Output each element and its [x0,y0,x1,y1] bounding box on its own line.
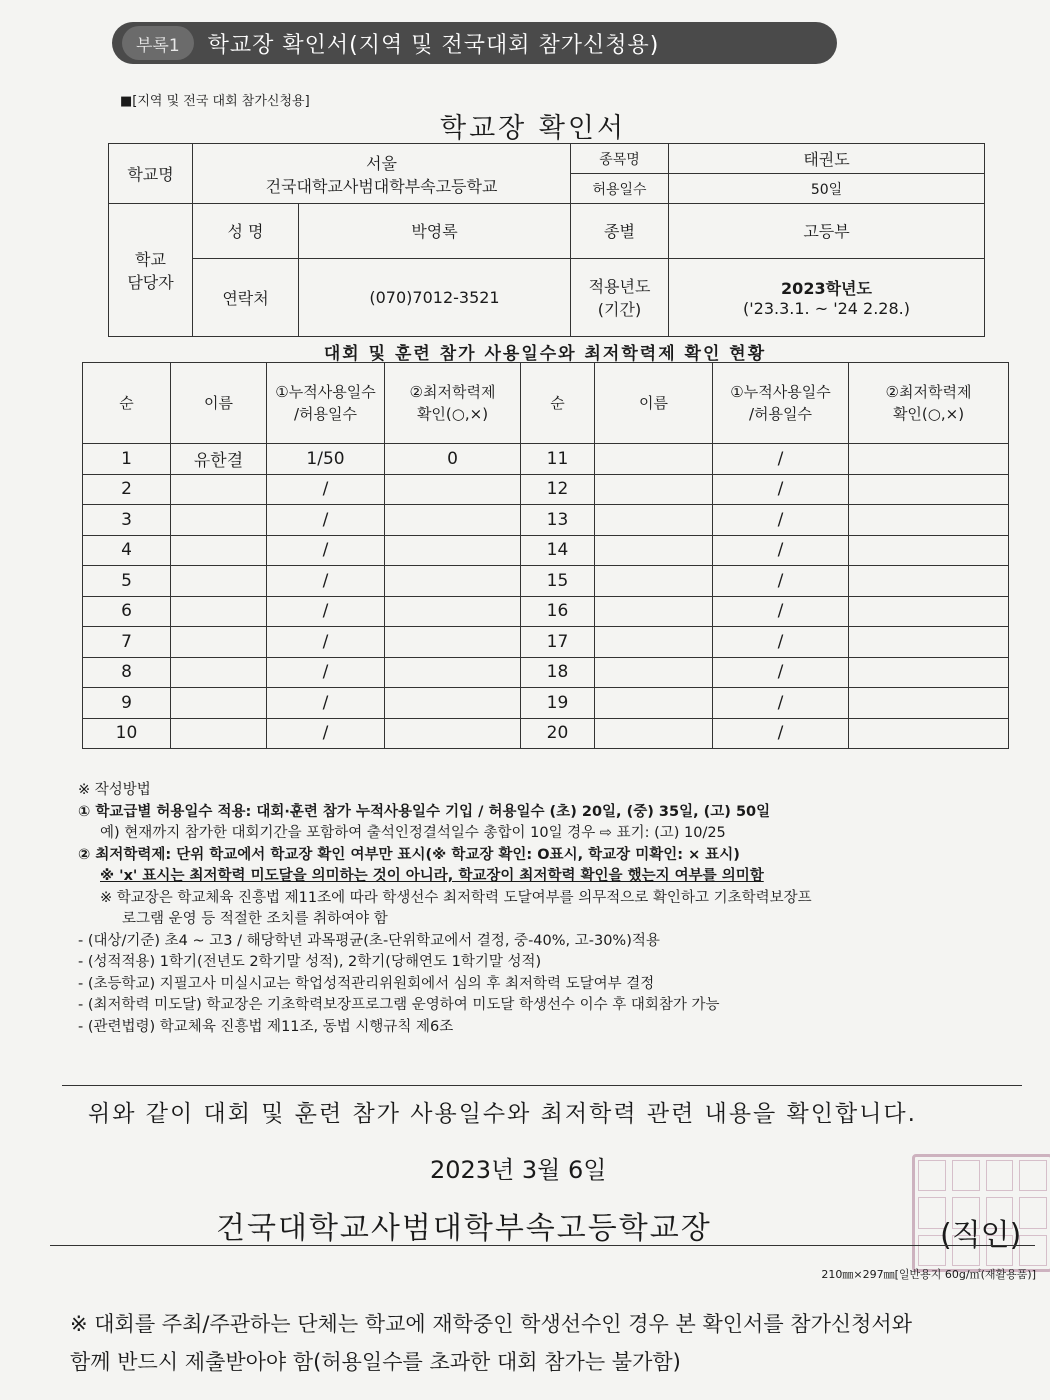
row-no: 1 [83,444,171,475]
row-name-2 [595,627,713,658]
row-usage-2: / [713,627,849,658]
row-name [171,505,267,536]
row-check-2 [849,535,1009,566]
row-usage: / [267,657,385,688]
row-no: 9 [83,688,171,719]
school-city: 서울 [366,153,397,173]
header-usage2-line2: /허용일수 [748,405,812,423]
row-usage: / [267,505,385,536]
row-name-2 [595,566,713,597]
row-no: 4 [83,535,171,566]
header-check2-line1: ②최저학력제 [885,383,972,401]
appendix-title: 학교장 확인서(지역 및 전국대회 참가신청용) [207,32,660,58]
note-1: ① 학교급별 허용일수 적용: 대회·훈련 참가 누적사용일수 기입 / 허용일수 (초) 20일, (중) 35일, (고) 50일 [78,803,771,820]
row-usage-2: / [713,688,849,719]
divider-bottom [50,1245,1035,1246]
row-name-2 [595,657,713,688]
row-check [385,566,521,597]
row-check-2 [849,627,1009,658]
header-no: 순 [83,363,171,444]
header-usage2-line1: ①누적사용일수 [730,383,831,401]
row-check-2 [849,566,1009,597]
principal-title: 건국대학교사범대학부속고등학교장 [216,1211,712,1246]
table-row [83,627,1009,658]
row-no-2: 20 [521,718,595,749]
row-name [171,657,267,688]
row-no: 2 [83,474,171,505]
row-usage: / [267,688,385,719]
note-2-a: ※ 'x' 표시는 최저학력 미도달을 의미하는 것이 아니라, 학교장이 최저학력 확인을 했는지 여부를 의미함 [100,868,764,884]
row-check [385,688,521,719]
class-value: 고등부 [669,204,985,258]
year-label [571,258,669,336]
footer-line1: ※ 대회를 주최/주관하는 단체는 학교에 재학중인 학생선수인 경우 본 확인서를 참가신청서와 [70,1312,913,1336]
year-label-line1: 적용년도 [588,277,651,297]
seal-label: (직인) [940,1218,1022,1253]
row-name [171,566,267,597]
header-check-line2: 확인(○,×) [416,405,489,423]
row-check-2 [849,718,1009,749]
row-no: 7 [83,627,171,658]
issue-date: 2023년 3월 6일 [430,1156,607,1184]
row-check-2 [849,444,1009,475]
row-check-2 [849,474,1009,505]
table-row [83,596,1009,627]
school-year: 2023학년도 [781,279,872,299]
note-2-b-line1: ※ 학교장은 학교체육 진흥법 제11조에 따라 학생선수 최저학력 도달여부를 의무적으로 확인하고 기초학력보장프 [100,889,812,906]
header-usage-line2: /허용일수 [293,405,357,423]
row-no-2: 15 [521,566,595,597]
header-check2-line2: 확인(○,×) [892,405,965,423]
row-name [171,535,267,566]
row-usage: / [267,596,385,627]
row-no: 3 [83,505,171,536]
row-usage: / [267,718,385,749]
header-usage-2 [713,363,849,444]
row-no: 10 [83,718,171,749]
row-check-2 [849,657,1009,688]
detail-below-minimum: - (최저학력 미도달) 학교장은 기초학력보장프로그램 운영하여 미도달 학생선수 이수 후 대회참가 가능 [78,997,720,1013]
row-no-2: 17 [521,627,595,658]
note-2: ② 최저학력제: 단위 학교에서 학교장 확인 여부만 표시(※ 학교장 확인: O표시, 학교장 미확인: × 표시) [78,846,740,863]
class-label: 종별 [571,204,669,258]
year-period: ('23.3.1. ~ '24 2.28.) [743,299,910,319]
row-name-2 [595,444,713,475]
paper-spec: 210㎜×297㎜[일반용지 60g/㎡(재활용품)] [821,1268,1036,1281]
row-usage: / [267,474,385,505]
contact-label: 연락처 [193,258,299,336]
participation-table [82,362,1009,749]
table-row [83,566,1009,597]
header-check [385,363,521,444]
manager-label [109,204,193,337]
row-check-2 [849,596,1009,627]
row-name-2 [595,535,713,566]
table-row [83,718,1009,749]
row-usage: / [267,566,385,597]
row-name-2 [595,474,713,505]
detail-grades: - (성적적용) 1학기(전년도 2학기말 성적), 2학기(당해연도 1학기말 성적) [78,954,542,970]
row-name [171,627,267,658]
row-usage-2: / [713,444,849,475]
detail-elementary: - (초등학교) 지필고사 미실시교는 학업성적관리위원회에서 심의 후 최저학력 도달여부 결정 [78,975,655,992]
notes-section [78,780,1018,1038]
header-name-2: 이름 [595,363,713,444]
table-row [83,535,1009,566]
row-usage: / [267,627,385,658]
row-no-2: 12 [521,474,595,505]
row-usage-2: / [713,535,849,566]
header-name: 이름 [171,363,267,444]
allowed-days-label: 허용일수 [571,174,669,204]
row-check-2 [849,688,1009,719]
table-row [83,657,1009,688]
row-name-2 [595,596,713,627]
row-check [385,718,521,749]
header-check-2 [849,363,1009,444]
table-row [83,444,1009,475]
row-name [171,596,267,627]
row-check [385,535,521,566]
row-name-2 [595,688,713,719]
school-label: 학교명 [109,144,193,204]
school-name: 건국대학교사범대학부속고등학교 [265,176,498,196]
school-name-cell [193,144,571,204]
row-no-2: 11 [521,444,595,475]
detail-target: - (대상/기준) 초4 ~ 고3 / 해당학년 과목평균(초-단위학교에서 결정, 중-40%, 고-30%)적용 [78,932,660,949]
row-check [385,474,521,505]
notes-heading: ※ 작성방법 [78,782,151,798]
section-title: 대회 및 훈련 참가 사용일수와 최저학력제 확인 현황 [323,344,767,364]
table-row [83,474,1009,505]
row-usage: / [267,535,385,566]
footer-notice [70,1305,1040,1381]
manager-name: 박영록 [299,204,571,258]
document-title: 학교장 확인서 [440,113,627,144]
row-check [385,596,521,627]
category-label: ■[지역 및 전국 대회 참가신청용] [120,94,310,109]
row-usage-2: / [713,505,849,536]
table-header-row [83,363,1009,444]
allowed-days-value: 50일 [669,174,985,204]
row-usage-2: / [713,566,849,597]
sport-label: 종목명 [571,144,669,174]
note-1-example: 예) 현재까지 참가한 대회기간을 포함하여 출석인정결석일수 총합이 10일 경우 ⇨ 표기: (고) 10/25 [100,825,726,841]
name-label: 성 명 [193,204,299,258]
manager-label-line1: 학교 [135,250,166,270]
row-no-2: 14 [521,535,595,566]
contact-value: (070)7012-3521 [299,258,571,336]
year-cell [669,258,985,336]
row-check: 0 [385,444,521,475]
row-name-2 [595,718,713,749]
row-no: 5 [83,566,171,597]
row-usage-2: / [713,474,849,505]
row-no-2: 18 [521,657,595,688]
row-no-2: 19 [521,688,595,719]
year-label-line2: (기간) [597,300,642,320]
header-usage-line1: ①누적사용일수 [275,383,376,401]
header-no-2: 순 [521,363,595,444]
row-usage: 1/50 [267,444,385,475]
row-name: 유한결 [171,444,267,475]
row-check [385,657,521,688]
row-name [171,474,267,505]
divider-top [62,1085,1022,1086]
row-name [171,718,267,749]
row-no-2: 16 [521,596,595,627]
row-no: 6 [83,596,171,627]
header-check-line1: ②최저학력제 [409,383,496,401]
row-name-2 [595,505,713,536]
school-info-table [108,143,985,337]
appendix-banner [112,22,837,64]
row-check [385,627,521,658]
row-usage-2: / [713,596,849,627]
row-check-2 [849,505,1009,536]
footer-line2: 함께 반드시 제출받아야 함(허용일수를 초과한 대회 참가는 불가함) [70,1350,681,1374]
appendix-tag: 부록1 [122,26,194,60]
header-usage [267,363,385,444]
detail-laws: - (관련법령) 학교체육 진흥법 제11조, 동법 시행규칙 제6조 [78,1018,454,1035]
row-usage-2: / [713,718,849,749]
note-2-b-line2: 로그램 운영 등 적절한 조치를 취하여야 함 [122,911,388,927]
row-name [171,688,267,719]
table-row [83,688,1009,719]
sport-value: 태권도 [669,144,985,174]
row-usage-2: / [713,657,849,688]
row-no: 8 [83,657,171,688]
row-check [385,505,521,536]
manager-label-line2: 담당자 [127,273,174,293]
table-row [83,505,1009,536]
confirmation-statement: 위와 같이 대회 및 훈련 참가 사용일수와 최저학력 관련 내용을 확인합니다. [88,1101,917,1127]
row-no-2: 13 [521,505,595,536]
